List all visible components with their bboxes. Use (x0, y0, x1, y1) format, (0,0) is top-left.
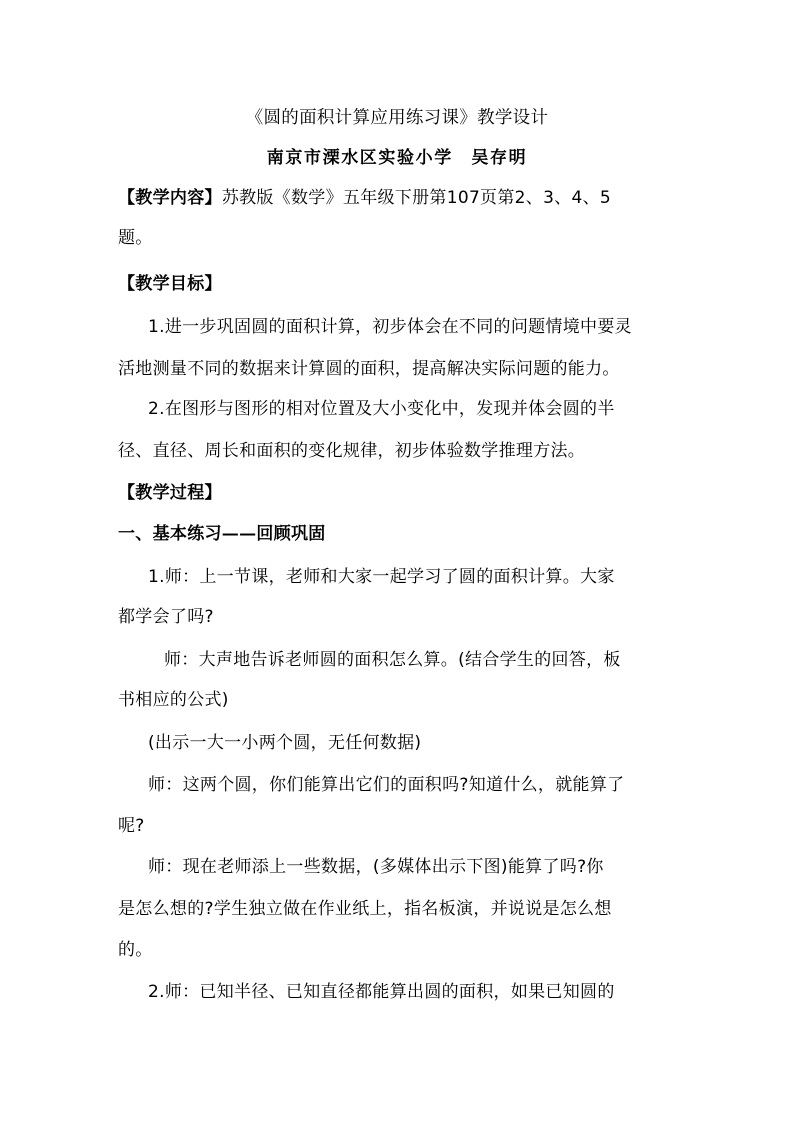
teaching-process-heading: 【教学过程】 (118, 483, 222, 503)
paragraph-2-line-1: 师：大声地告诉老师圆的面积怎么算。(结合学生的回答，板 (164, 650, 621, 670)
paragraph-5-line-1: 师：现在老师添上一些数据，(多媒体出示下图)能算了吗?你 (148, 857, 604, 877)
goal-2-line-2: 径、直径、周长和面积的变化规律，初步体验数学推理方法。 (118, 441, 586, 461)
document-title: 《圆的面积计算应用练习课》教学设计 (245, 108, 549, 128)
teaching-content-text-cont: 题。 (118, 228, 153, 248)
paragraph-3-line-1: (出示一大一小两个圆，无任何数据) (148, 733, 422, 753)
goal-1-line-2: 活地测量不同的数据来计算圆的面积，提高解决实际问题的能力。 (118, 359, 620, 379)
teaching-goals-heading: 【教学目标】 (118, 274, 222, 294)
goal-1-line-1: 1.进一步巩固圆的面积计算，初步体会在不同的问题情境中要灵 (148, 317, 632, 337)
paragraph-4-line-2: 呢? (118, 816, 145, 836)
paragraph-5-line-3: 的。 (118, 940, 153, 960)
paragraph-4-line-1: 师：这两个圆，你们能算出它们的面积吗?知道什么，就能算了 (148, 775, 625, 795)
paragraph-1-line-1: 1.师：上一节课，老师和大家一起学习了圆的面积计算。大家 (148, 567, 615, 587)
section-1-heading: 一、基本练习——回顾巩固 (118, 524, 326, 544)
teaching-content-line (118, 186, 611, 210)
paragraph-1-line-2: 都学会了吗? (118, 607, 214, 627)
paragraph-5-line-2: 是怎么想的?学生独立做在作业纸上，指名板演，并说说是怎么想 (118, 899, 612, 919)
teaching-content-text: 苏教版《数学》五年级下册第107页第2、3、4、5 (221, 188, 612, 208)
teaching-content-label: 【教学内容】 (118, 188, 222, 208)
paragraph-2-line-2: 书相应的公式) (118, 690, 229, 710)
paragraph-6-line-1: 2.师：已知半径、已知直径都能算出圆的面积，如果已知圆的 (148, 982, 615, 1002)
author-line: 南京市溧水区实验小学 吴存明 (266, 148, 528, 168)
goal-2-line-1: 2.在图形与图形的相对位置及大小变化中，发现并体会圆的半 (148, 399, 615, 419)
